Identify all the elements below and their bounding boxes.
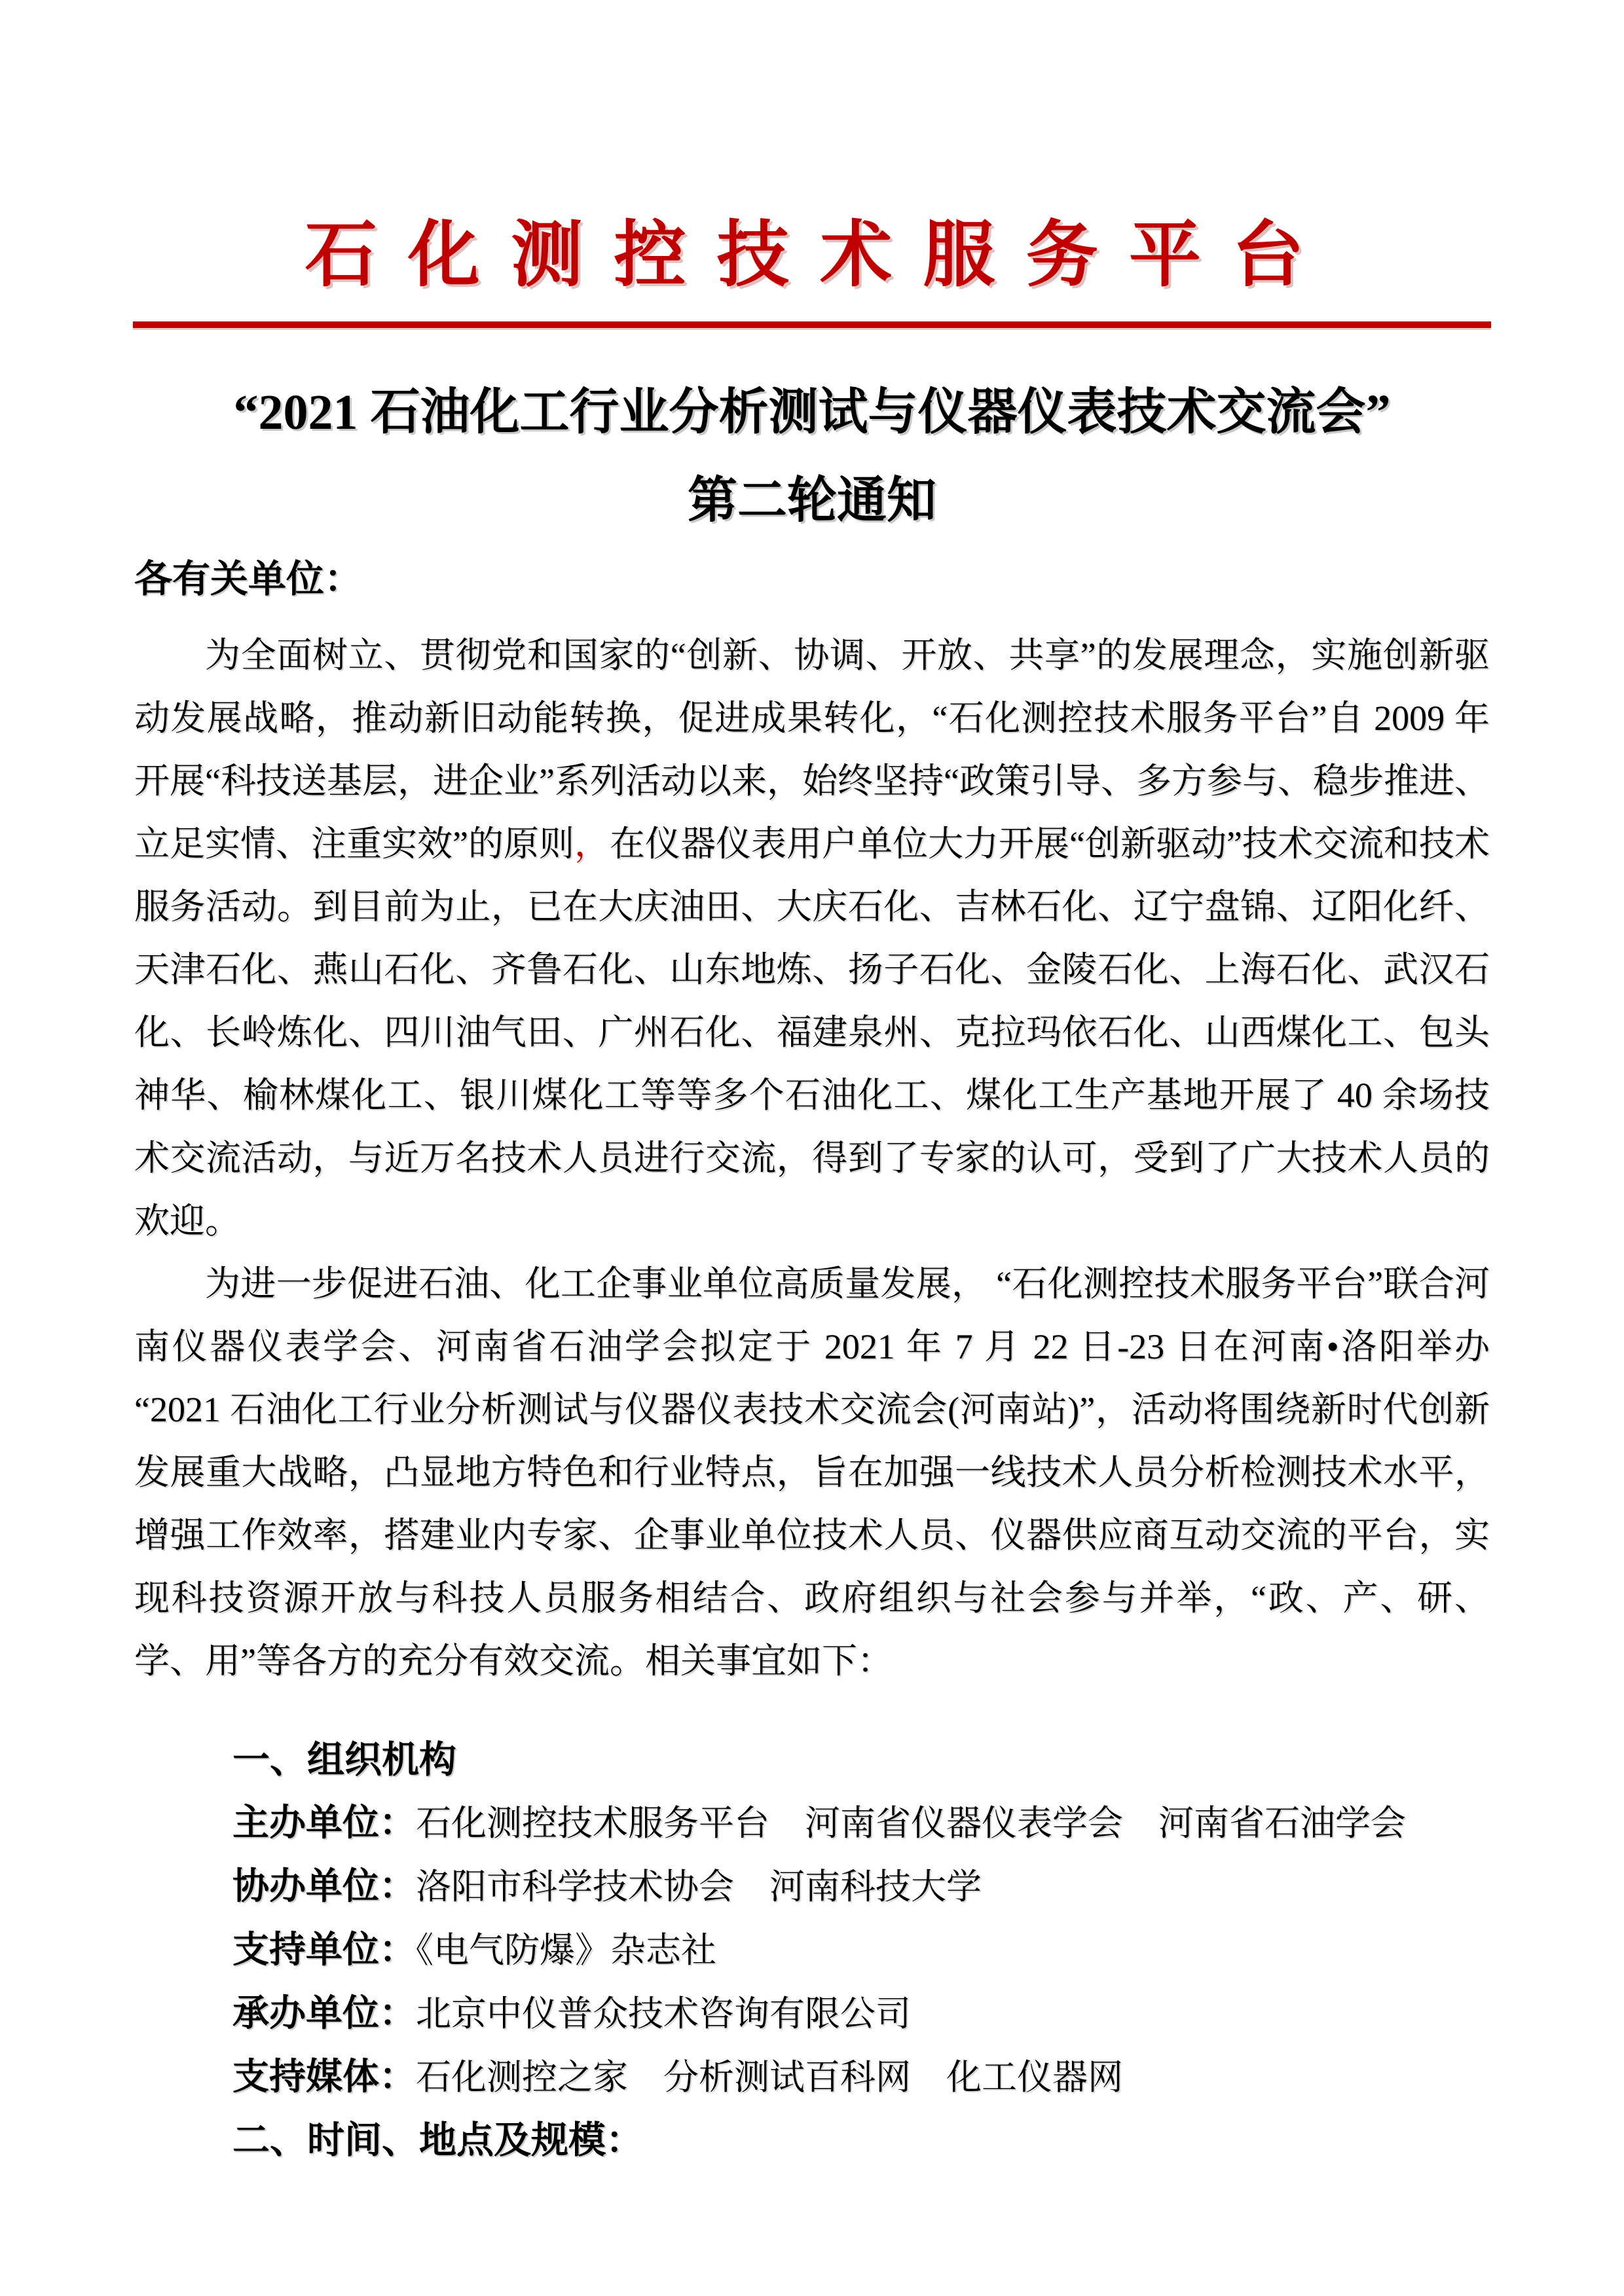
list-item-supporter [134, 1918, 1490, 1982]
list-item-organizer [134, 1982, 1490, 2045]
supporter-label: 支持单位： [232, 1929, 416, 1970]
doc-title-line1: “2021 石油化工行业分析测试与仪器仪表技术交流会” [233, 385, 1391, 440]
doc-title-line2: 第二轮通知 [688, 473, 936, 528]
organizer-value: 北京中仪普众技术咨询有限公司 [416, 1994, 911, 2033]
paragraph-2: 为进一步促进石油、化工企事业单位高质量发展， “石化测控技术服务平台”联合河南仪器仪表学会、河南省石油学会拟定于 2021 年 7 月 22 日-23 日在河南•洛阳举办 “2021 石油化工行业分析测试与仪器仪表技术交流会(河南站)”，活动将围绕新时代创新发展重大战略，凸显地方特色和行业特点，旨在加强一线技术人员分析检测技术水平，增强工作效率，搭建业内专家、企事业单位技术人员、仪器供应商互动交流的平台，实现科技资源开放与科技人员服务相结合、政府组织与社会参与并举，“政、产、研、学、用”等各方的充分有效交流。相关事宜如下： [134, 1264, 1490, 1681]
section-heading-time-place: 二、时间、地点及规模： [232, 2119, 643, 2161]
masthead-rule [133, 321, 1491, 328]
organization-list [134, 1791, 1490, 2109]
salutation: 各有关单位： [134, 558, 363, 600]
document-body [0, 369, 1624, 2172]
paragraph-1-red-comma: ， [574, 824, 610, 864]
host-label: 主办单位： [232, 1802, 416, 1843]
list-item-media [134, 2045, 1490, 2109]
supporter-value: 《电气防爆》杂志社 [416, 1931, 716, 1970]
section-heading-organization: 一、组织机构 [232, 1739, 456, 1781]
media-label: 支持媒体： [232, 2056, 416, 2097]
cohost-value: 洛阳市科学技术协会 河南科技大学 [416, 1867, 982, 1906]
list-item-host [134, 1791, 1490, 1855]
host-value: 石化测控技术服务平台 河南省仪器仪表学会 河南省石油学会 [416, 1804, 1406, 1843]
paragraph-1-part2: 在仪器仪表用户单位大力开展“创新驱动”技术交流和技术服务活动。到目前为止，已在大庆油田、大庆石化、吉林石化、辽宁盘锦、辽阳化纤、天津石化、燕山石化、齐鲁石化、山东地炼、扬子石化、金陵石化、上海石化、武汉石化、长岭炼化、四川油气田、广州石化、福建泉州、克拉玛依石化、山西煤化工、包头神华、榆林煤化工、银川煤化工等等多个石油化工、煤化工生产基地开展了 40 余场技术交流活动，与近万名技术人员进行交流，得到了专家的认可，受到了广大技术人员的欢迎。 [134, 824, 1490, 1241]
cohost-label: 协办单位： [232, 1865, 416, 1906]
media-value: 石化测控之家 分析测试百科网 化工仪器网 [416, 2058, 1123, 2097]
list-item-cohost [134, 1855, 1490, 1918]
masthead-title: 石化测控技术服务平台 [304, 215, 1335, 295]
paragraph-1-part1: 为全面树立、贯彻党和国家的“创新、协调、开放、共享”的发展理念，实施创新驱动发展战略，推动新旧动能转换，促进成果转化，“石化测控技术服务平台”自 2009 年开展“科技送基层，进企业”系列活动以来，始终坚持“政策引导、多方参与、稳步推进、立足实情、注重实效”的原则 [134, 636, 1490, 864]
organizer-label: 承办单位： [232, 1992, 416, 2033]
masthead [0, 0, 1624, 328]
paragraph-1 [134, 624, 1490, 1252]
